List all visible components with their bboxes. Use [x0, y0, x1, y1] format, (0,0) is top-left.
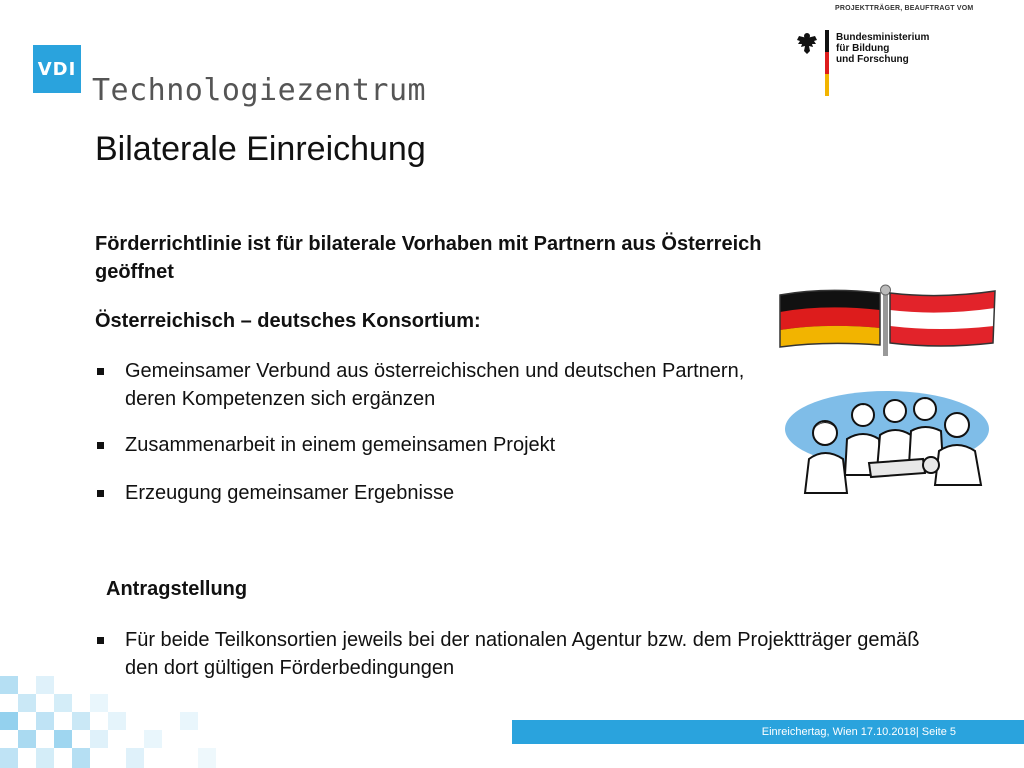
list-item-text: Zusammenarbeit in einem gemeinsamen Projekt [125, 434, 556, 456]
flag-pole-icon [881, 285, 891, 356]
slide-title: Bilaterale Einreichung [95, 130, 426, 168]
list-item-text: Erzeugung gemeinsamer Ergebnisse [125, 482, 455, 504]
flags-illustration [775, 283, 1000, 358]
consortium-heading: Österreichisch – deutsches Konsortium: [95, 310, 481, 332]
federal-eagle-icon [796, 31, 818, 55]
german-color-bar [825, 30, 829, 96]
square-bullet-icon [97, 637, 104, 644]
list-item [95, 431, 775, 459]
bmbf-caption: PROJEKTTRÄGER, BEAUFTRAGT VOM [835, 5, 974, 12]
vdi-logo: VDI [33, 45, 81, 93]
application-heading: Antragstellung [106, 578, 248, 600]
bmbf-line-3: und Forschung [836, 54, 909, 65]
square-bullet-icon [97, 442, 104, 449]
list-item [95, 626, 925, 682]
austrian-flag-icon [890, 291, 995, 346]
square-bullet-icon [97, 490, 104, 497]
bmbf-line-2: für Bildung [836, 43, 890, 54]
list-item-text: Für beide Teilkonsortien jeweils bei der nationalen Agentur bzw. dem Projektträger gemäß den dort gültigen Förderbedingungen [125, 629, 920, 679]
team-holding-key-illustration [785, 385, 995, 497]
technologiezentrum-wordmark: Technologiezentrum [92, 73, 427, 108]
square-bullet-icon [97, 368, 104, 375]
consortium-list [95, 357, 775, 527]
list-item [95, 479, 775, 507]
german-flag-icon [780, 290, 880, 347]
application-list [95, 626, 925, 682]
list-item-text: Gemeinsamer Verbund aus österreichischen und deutschen Partnern, deren Kompetenzen sich ergänzen [125, 360, 745, 410]
list-item [95, 357, 775, 413]
bmbf-name [836, 32, 929, 65]
intro-text: Förderrichtlinie ist für bilaterale Vorhaben mit Partnern aus Österreich geöffnet [95, 233, 762, 283]
bmbf-line-1: Bundesministerium [836, 32, 930, 43]
footer-text: Einreichertag, Wien 17.10.2018| Seite 5 [761, 726, 956, 738]
